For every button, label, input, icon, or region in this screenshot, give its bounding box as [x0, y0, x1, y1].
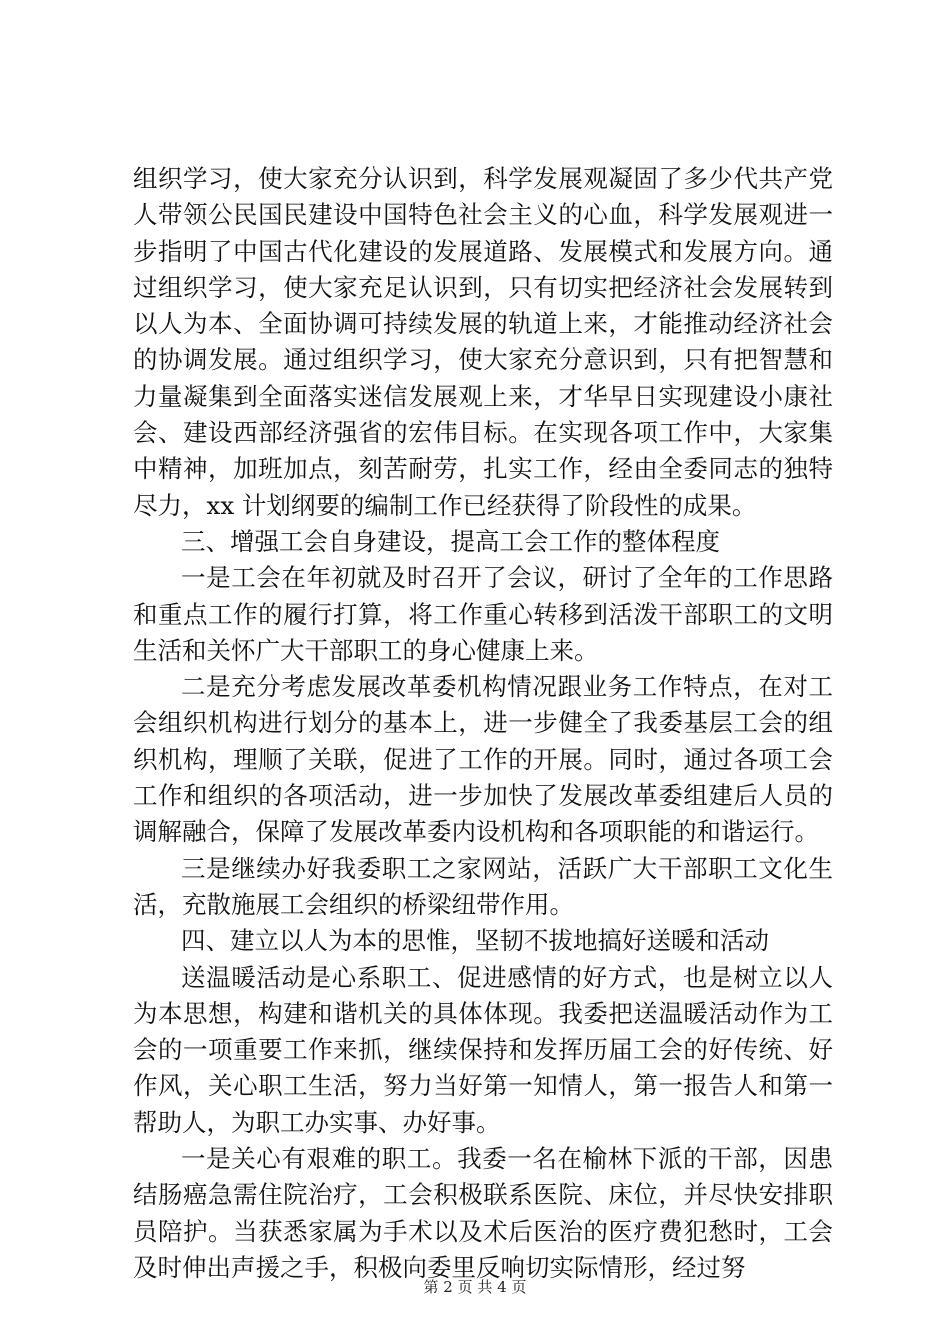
paragraph-4: 二是充分考虑发展改革委机构情况跟业务工作特点，在对工会组织机构进行划分的基本上，进一步健全了我委基层工会的组织机构，理顺了关联，促进了工作的开展。同时，通过各项工会工作和组织的各项活动，进一步加快了发展改革委组建后人员的调解融合，保障了发展改革委内设机构和各项职能的和谐运行。: [133, 672, 833, 847]
document-body: [133, 161, 833, 1286]
section-heading-3: 三、增强工会自身建设，提高工会工作的整体程度: [181, 526, 720, 556]
paragraph-8: 一是关心有艰难的职工。我委一名在榆林下派的干部，因患结肠癌急需住院治疗，工会积极联系医院、床位，并尽快安排职员陪护。当获悉家属为手术以及术后医治的医疗费犯愁时，工会及时伸出声援之手，积极向委里反响切实际情形，经过努: [133, 1144, 833, 1282]
paragraph-5: 三是继续办好我委职工之家网站，活跃广大干部职工文化生活，充散施展工会组织的桥梁纽带作用。: [133, 853, 833, 919]
paragraph-7: 送温暖活动是心系职工、促进感情的好方式，也是树立以人为本思想，构建和谐机关的具体体现。我委把送温暖活动作为工会的一项重要工作来抓，继续保持和发挥历届工会的好传统、好作风，关心职工生活，努力当好第一知情人，第一报告人和第一帮助人，为职工办实事、办好事。: [133, 962, 833, 1137]
page-footer: 第 2 页 共 4 页: [423, 1278, 527, 1296]
section-heading-4: 四、建立以人为本的思惟，坚韧不拔地搞好送暖和活动: [181, 926, 769, 956]
paragraph-3: 一是工会在年初就及时召开了会议，研讨了全年的工作思路和重点工作的履行打算，将工作重心转移到活泼干部职工的文明生活和关怀广大干部职工的身心健康上来。: [133, 563, 833, 665]
paragraph-1: 组织学习，使大家充分认识到，科学发展观凝固了多少代共产党人带领公民国民建设中国特色社会主义的心血，科学发展观进一步指明了中国古代化建设的发展道路、发展模式和发展方向。通过组织学习，使大家充足认识到，只有切实把经济社会发展转到以人为本、全面协调可持续发展的轨道上来，才能推动经济社会的协调发展。通过组织学习，使大家充分意识到，只有把智慧和力量凝集到全面落实迷信发展观上来，才华早日实现建设小康社会、建设西部经济强省的宏伟目标。在实现各项工作中，大家集中精神，加班加点，刻苦耐劳，扎实工作，经由全委同志的独特尽力，xx 计划纲要的编制工作已经获得了阶段性的成果。: [133, 164, 833, 520]
